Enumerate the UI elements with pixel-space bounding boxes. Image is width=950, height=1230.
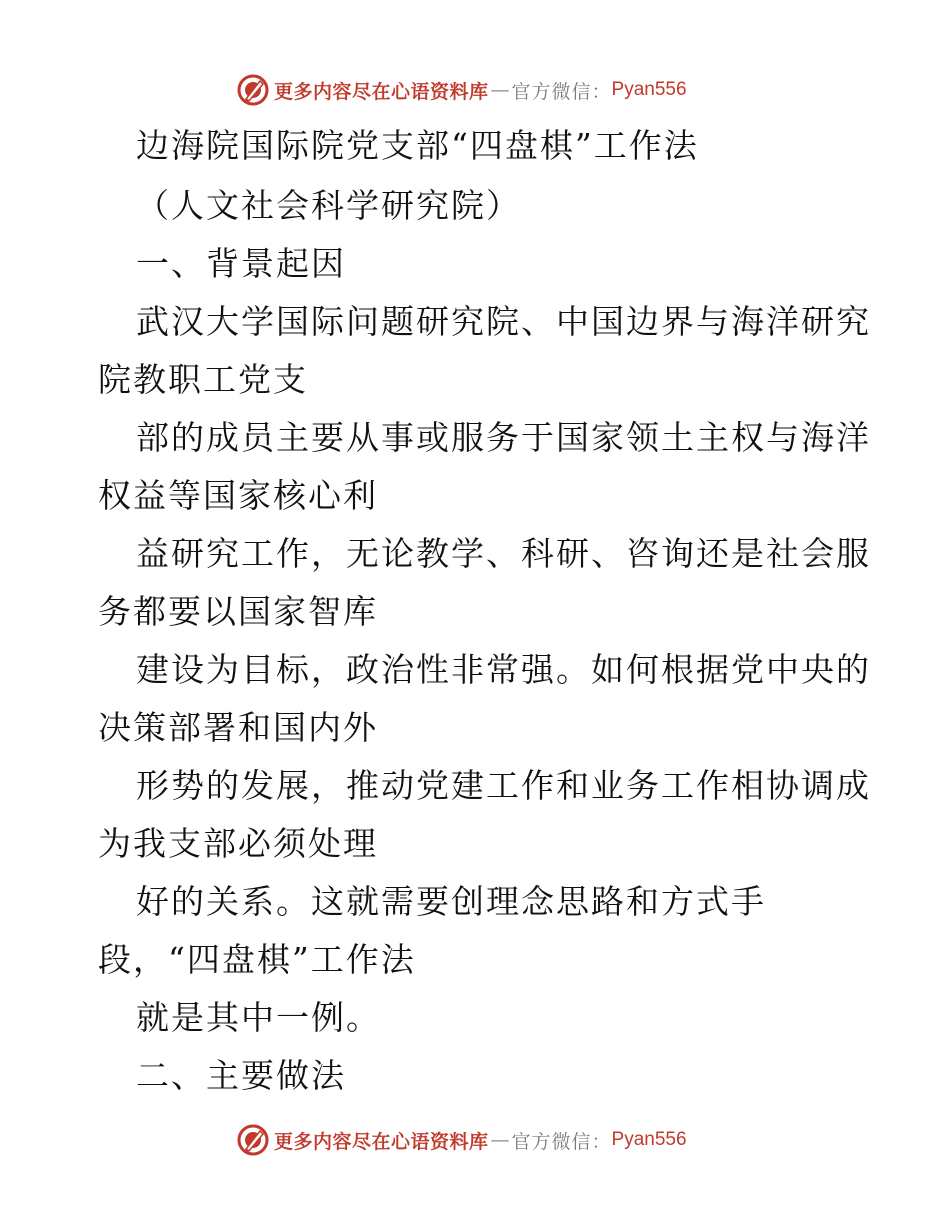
watermark-site-text: 更多内容尽在心语资料库 (274, 1130, 489, 1153)
footer-watermark (236, 1122, 687, 1158)
paragraph-line: 务都要以国家智库 (98, 592, 378, 631)
paragraph-line: 部的成员主要从事或服务于国家领土主权与海洋 (136, 418, 871, 457)
paragraph-line: 院教职工党支 (98, 360, 308, 399)
watermark-separator: — (490, 1129, 510, 1151)
pen-circle-logo-icon (236, 1123, 270, 1157)
watermark-account-label: 官方微信： (511, 80, 612, 103)
document-title: 边海院国际院党支部“四盘棋”工作法 (136, 126, 699, 165)
pen-circle-logo-icon (236, 73, 270, 107)
watermark-account-id: Pyan556 (611, 1129, 687, 1150)
paragraph-line: 为我支部必须处理 (98, 824, 378, 863)
watermark-site-text: 更多内容尽在心语资料库 (274, 80, 489, 103)
paragraph-line: 好的关系。这就需要创理念思路和方式手 (136, 882, 766, 921)
watermark-separator: — (490, 79, 510, 101)
paragraph-line: 段，“四盘棋”工作法 (98, 940, 416, 979)
paragraph-line: 权益等国家核心利 (98, 476, 378, 515)
paragraph-line: 建设为目标，政治性非常强。如何根据党中央的 (136, 650, 871, 689)
paragraph-line: 形势的发展，推动党建工作和业务工作相协调成 (136, 766, 871, 805)
paragraph-line: 武汉大学国际问题研究院、中国边界与海洋研究 (136, 302, 871, 341)
watermark-account-label: 官方微信： (511, 1130, 612, 1153)
paragraph-line: 就是其中一例。 (136, 998, 381, 1037)
section-heading-main-practices: 二、主要做法 (136, 1056, 346, 1095)
paragraph-line: 决策部署和国内外 (98, 708, 378, 747)
section-heading-background: 一、背景起因 (136, 244, 346, 283)
document-subtitle: （人文社会科学研究院） (136, 186, 521, 225)
watermark-account-id: Pyan556 (611, 79, 687, 100)
paragraph-line: 益研究工作，无论教学、科研、咨询还是社会服 (136, 534, 871, 573)
header-watermark (236, 72, 687, 108)
